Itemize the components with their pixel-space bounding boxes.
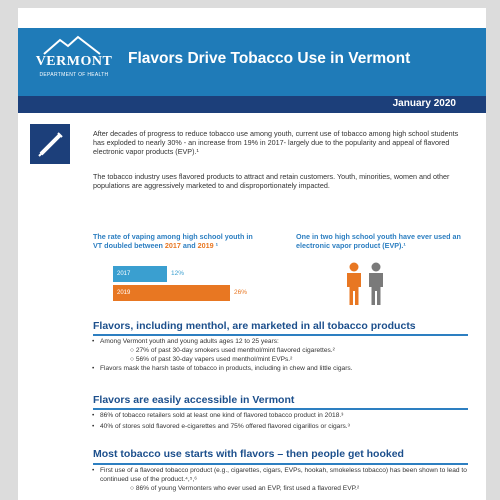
bullet-marketing-1: • Among Vermont youth and young adults ages 12 to 25 years: xyxy=(92,338,279,345)
pen-icon xyxy=(30,124,70,164)
person-icon-orange xyxy=(344,262,364,306)
bullet-initiation-1-text: First use of a flavored tobacco product (e.g., cigarettes, cigars, EVPs, hookah, smokeless tobacco) has been shown to lead to continued use of the product.⁴,⁵,⁶ xyxy=(100,467,467,483)
logo-dept-name: DEPARTMENT OF HEALTH xyxy=(39,72,109,78)
bar-2017 xyxy=(113,266,167,282)
section-divider-2 xyxy=(93,408,468,410)
vaping-and-text: and xyxy=(180,241,198,251)
evp-use-heading: One in two high school youth have ever used an electronic vapor product (EVP).¹ xyxy=(296,232,461,251)
date-band xyxy=(18,96,486,113)
bar-label-2017: 2017 xyxy=(117,271,131,277)
vaping-footnote: ¹ xyxy=(213,241,219,251)
intro-paragraph-2: The tobacco industry uses flavored products to attract and retain customers. Youth, minorities, women and other populations are aggressively marketed to and disproportionately impacted. xyxy=(93,172,450,191)
sub-bullet-marketing-2-text: 56% of past 30-day vapers used menthol/mint EVPs.² xyxy=(135,356,293,363)
mountain-icon xyxy=(42,34,102,56)
logo-org-name: VERMONT xyxy=(35,54,113,69)
bar-2019 xyxy=(113,285,230,301)
vermont-logo xyxy=(32,30,116,90)
sub-bullet-marketing-1 xyxy=(130,347,468,356)
header-banner xyxy=(18,28,486,96)
sub-bullet-marketing-1-text: 27% of past 30-day smokers used menthol/mint flavored cigarettes.² xyxy=(135,347,335,354)
sub-bullet-marker: ○ xyxy=(130,356,136,363)
sub-bullet-marketing-2 xyxy=(130,356,468,365)
vaping-year-2019: 2019 xyxy=(197,241,214,251)
publication-date: January 2020 xyxy=(392,98,456,109)
bullet-access-1: • 86% of tobacco retailers sold at least one kind of flavored tobacco product in 2018.³ xyxy=(92,412,344,419)
page-title: Flavors Drive Tobacco Use in Vermont xyxy=(128,50,411,67)
sub-bullet-initiation-1-text: 86% of young Vermonters who ever used an EVP, first used a flavored EVP.² xyxy=(135,485,360,492)
bullet-access-1-text: 86% of tobacco retailers sold at least one kind of flavored tobacco product in 2018.³ xyxy=(100,412,344,419)
intro-paragraph-1: After decades of progress to reduce tobacco use among youth, current use of tobacco among high school students has exploded to nearly 30% - an increase from 19% in 2017- largely due to the popularity and appeal of flavored electronic vapor products (EVP).¹ xyxy=(93,129,459,157)
bullet-access-2: • 40% of stores sold flavored e-cigarettes and 75% offered flavored cigarillos or cigars.³ xyxy=(92,423,350,430)
bullet-marketing-1-text: Among Vermont youth and young adults ages 12 to 25 years: xyxy=(100,338,279,345)
fact-sheet-page xyxy=(18,8,486,500)
section-divider-1 xyxy=(93,334,468,336)
bar-label-2019: 2019 xyxy=(117,290,131,296)
vaping-rate-text: The rate of vaping among high school youth in VT doubled between xyxy=(93,232,253,251)
bullet-access-2-text: 40% of stores sold flavored e-cigarettes and 75% offered flavored cigarillos or cigars.³ xyxy=(100,423,350,430)
bullet-marketing-2: • Flavors mask the harsh taste of tobacco in products, including in chew and little cigars. xyxy=(92,365,353,372)
section-divider-3 xyxy=(93,463,468,465)
vaping-rate-heading xyxy=(93,232,263,251)
section-heading-initiation: Most tobacco use starts with flavors – then people get hooked xyxy=(93,448,404,460)
section-heading-access: Flavors are easily accessible in Vermont xyxy=(93,394,295,406)
bar-value-2017: 12% xyxy=(171,270,185,277)
sub-bullet-marker: ○ xyxy=(130,347,136,354)
bullet-marketing-2-text: Flavors mask the harsh taste of tobacco in products, including in chew and little cigars. xyxy=(100,365,353,372)
vaping-year-2017: 2017 xyxy=(164,241,181,251)
sub-bullet-initiation-1 xyxy=(130,485,468,494)
person-icon-grey xyxy=(366,262,386,306)
bar-value-2019: 26% xyxy=(234,289,248,296)
sub-bullet-marker: ○ xyxy=(130,485,136,492)
section-heading-marketing: Flavors, including menthol, are marketed in all tobacco products xyxy=(93,320,416,332)
bullet-initiation-1: • First use of a flavored tobacco product (e.g., cigarettes, cigars, EVPs, hookah, smokeless tobacco) has been shown to lead to continued use of the product.⁴,⁵,⁶ xyxy=(92,467,467,483)
